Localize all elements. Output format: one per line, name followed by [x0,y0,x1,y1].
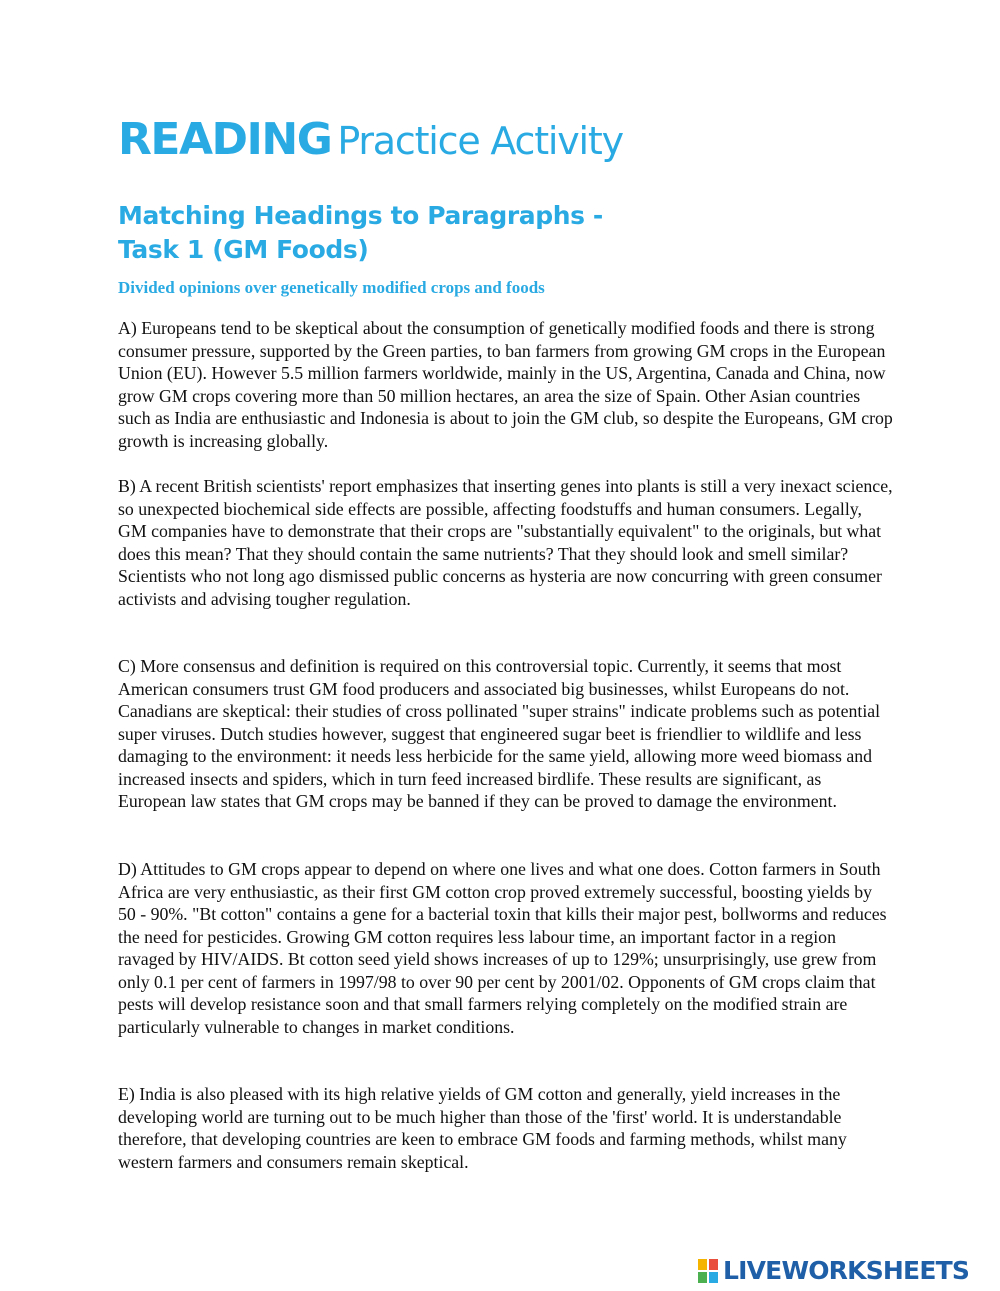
task-subtitle-line1: Matching Headings to Paragraphs - [118,201,603,230]
liveworksheets-logo-icon [697,1258,719,1284]
paragraph-a: A) Europeans tend to be skeptical about the consumption of genetically modified foods and there is strong consumer pressure, supported by the Green parties, to ban farmers from growing GM crops in the European Union (EU). However 5.5 million farmers worldwide, mainly in the US, Argentina, Canada and China, now grow GM crops covering more than 50 million hectares, an area the size of Spain. Other Asian countries such as India are enthusiastic and Indonesia is about to join the GM club, so despite the Europeans, GM crop growth is increasing globally. [118,318,893,451]
logo-text: LIVEWORKSHEETS [723,1256,970,1285]
logo-icon-square-1 [697,1258,708,1271]
article-heading: Divided opinions over genetically modified crops and foods [118,278,545,297]
page-title [118,114,623,165]
liveworksheets-logo [697,1256,969,1286]
paragraph-d: D) Attitudes to GM crops appear to depend on where one lives and what one does. Cotton farmers in South Africa are very enthusiastic, as their first GM cotton crop proved extremely successful, boosting yields by 50 - 90%. "Bt cotton" contains a gene for a bacterial toxin that kills their major pest, bollworms and reduces the need for pesticides. Growing GM cotton requires less labour time, an important factor in a region ravaged by HIV/AIDS. Bt cotton seed yield shows increases of up to 129%; unsurprisingly, use grew from only 0.1 per cent of farmers in 1997/98 to over 90 per cent by 2001/02. Opponents of GM crops claim that pests will develop resistance soon and that small farmers relying completely on the modified strain are particularly vulnerable to changes in market conditions. [118,859,887,1037]
page-title-strong: READING [118,114,332,165]
paragraph-c: C) More consensus and definition is required on this controversial topic. Currently, it seems that most American consumers trust GM food producers and associated big businesses, whilst Europeans do not. Canadians are skeptical: their studies of cross pollinated "super strains" indicate problems such as potential super viruses. Dutch studies however, suggest that engineered sugar beet is friendlier to wildlife and less damaging to the environment: it needs less herbicide for the same yield, allowing more weed biomass and increased insects and spiders, which in turn feed increased birdlife. These results are significant, as European law states that GM crops may be banned if they can be proved to damage the environment. [118,656,881,811]
page-title-light: Practice Activity [337,119,623,163]
logo-icon-square-2 [708,1258,719,1271]
logo-icon-square-3 [697,1271,708,1284]
paragraph-b: B) A recent British scientists' report emphasizes that inserting genes into plants is still a very inexact science, so unexpected biochemical side effects are possible, affecting foodstuffs and human consumers. Legally, GM companies have to demonstrate that their crops are "substantially equivalent" to the originals, but what does this mean? That they should contain the same nutrients? That they should look and smell similar? Scientists who not long ago dismissed public concerns as hysteria are now concurring with green consumer activists and advising tougher regulation. [118,476,893,609]
task-subtitle-line2: Task 1 (GM Foods) [118,235,369,264]
paragraph-e: E) India is also pleased with its high relative yields of GM cotton and generally, yield increases in the developing world are turning out to be much higher than those of the 'first' world. It is understandable therefore, that developing countries are keen to embrace GM foods and farming methods, whilst many western farmers and consumers remain skeptical. [118,1084,847,1172]
logo-icon-square-4 [708,1271,719,1284]
task-subtitle [118,199,603,267]
